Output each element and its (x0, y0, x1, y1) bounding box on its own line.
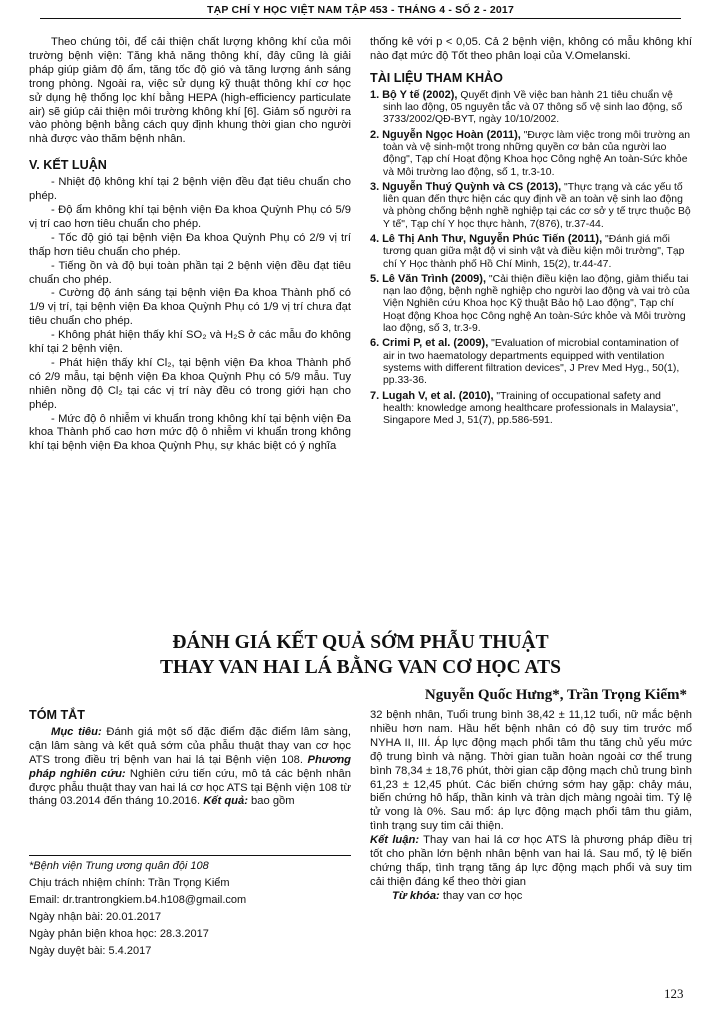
abstract-right (370, 709, 692, 904)
reference-item: 7. Lugah V, et al. (2010), "Training of occupational safety and health: knowledge among healthcare professionals in Malaysia", Singapore Med J, 51(7), pp.586-591. (370, 389, 679, 427)
email: Email: dr.trantrongkiem.b4.h108@gmail.com (29, 894, 247, 906)
reference-item: 5. Lê Văn Trình (2009), "Cải thiện điều kiện lao động, giảm thiểu tai nạn lao động, bệnh nghề nghiệp cho người lao động và vai trò của Viện Nghiên cứu Khoa học Kỹ thuật Bảo hộ Lao động", Tạp chí Hoạt động Khoa học Công nghệ An toàn-Sức khỏe và Môi trường lao động, số 3, tr.3-9. (370, 272, 690, 335)
article-title-line: THAY VAN HAI LÁ BẰNG VAN CƠ HỌC ATS (160, 657, 561, 678)
page-number: 123 (664, 986, 684, 1001)
conclusion-item: - Phát hiện thấy khí Cl₂, tại bệnh viện Đa khoa Thành phố có 2/9 mẫu, tại bệnh viện Đa khoa Quỳnh Phụ có 5/9 mẫu. Tuy nhiên nồng độ Cl₂ tại các vị trí này đều có trong giới hạn cho phép. (29, 356, 351, 411)
article-title (40, 630, 681, 680)
right-column-top (370, 36, 692, 429)
abstract-conclusion: Kết luận: Thay van hai lá cơ học ATS là phương pháp điều trị tốt cho phần lớn bệnh nhân bệnh van hai lá. Sau mổ, tỷ lệ biến chứng thấp, tình trạng tăng áp lực động mạch phổi và suy tim cải thiện đáng kể theo thời gian (370, 834, 692, 888)
reference-item: 2. Nguyễn Ngọc Hoàn (2011), "Được làm việc trong môi trường an toàn và vệ sinh-một trong những quyền cơ bản của người lao động", Tạp chí Hoạt động Khoa học Công nghệ An toàn-Sức khỏe và Môi trường lao động, số 1, tr.3-10. (370, 128, 691, 178)
conclusion-item: - Không phát hiện thấy khí SO₂ và H₂S ở các mẫu đo không khí tại 2 bệnh viện. (29, 329, 351, 356)
conclusion-item: - Tốc độ gió tại bệnh viện Đa khoa Quỳnh Phụ có 2/9 vị trí thấp hơn tiêu chuẩn cho phép. (29, 231, 351, 258)
reference-item: 6. Crimi P, et al. (2009), "Evaluation of microbial contamination of air in two haematology departments equipped with ventilation systems with different filtration devices", J Prev Med Hyg., 50(1), pp.33-36. (370, 337, 680, 387)
author-footnote (29, 855, 351, 960)
article-authors: Nguyễn Quốc Hưng*, Trần Trọng Kiểm* (424, 687, 687, 703)
received-date: Ngày nhận bài: 20.01.2017 (29, 911, 162, 923)
approval-date: Ngày duyệt bài: 5.4.2017 (29, 945, 152, 957)
conclusion-item: - Độ ẩm không khí tại bệnh viện Đa khoa Quỳnh Phụ có 5/9 vị trí cao hơn tiêu chuẩn cho phép. (29, 203, 351, 230)
left-column-top (29, 36, 351, 454)
abstract-paragraph: Mục tiêu: Đánh giá một số đặc điểm đặc điểm lâm sàng, cận lâm sàng và kết quả sớm của phẫu thuật thay van cơ học ATS trong điều trị bệnh van hai lá tại Bệnh viện 108. Phương pháp nghiên cứu: Nghiên cứu tiến cứu, mô tả các bệnh nhân được phẫu thuật thay van hai lá cơ học ATS tại Bệnh viện 108 từ tháng 03.2014 đến tháng 10.2016. Kết quả: bao gồm (29, 725, 352, 808)
affiliation: *Bệnh viện Trung ương quân đội 108 (29, 860, 209, 872)
discussion-paragraph: Theo chúng tôi, để cải thiện chất lượng không khí của môi trường bệnh viện: Tăng khả năng thông khí, đây cũng là giải pháp giúp giảm độ ẩm, tăng tốc độ gió và tăng lượng ánh sáng trong phòng. Ngoài ra, việc sử dụng kỹ thuật thông khí cơ học sử dụng hệ thống lọc khí bằng HEPA (high-efficiency particulate air) sẽ giúp cải thiện môi trường không khí [6]. Giảm số người ra vào phòng bệnh bằng cách quy định khung thời gian cho người nhà được vào thăm bệnh nhân. (29, 36, 351, 146)
conclusion-continuation: thống kê với p < 0,05. Cả 2 bệnh viện, không có mẫu không khí nào đạt mức độ Tốt theo phân loại của V.Omelanski. (370, 36, 692, 62)
reference-item: 1. Bộ Y tế (2002), Quyết định Về việc ban hành 21 tiêu chuẩn vệ sinh lao động, 05 nguyên tắc và 07 thông số vệ sinh lao động, số 3733/2002/QĐ-BYT, ngày 10/10/2002. (370, 88, 683, 126)
reference-item: 4. Lê Thị Anh Thư, Nguyễn Phúc Tiến (2011), "Đánh giá mối tương quan giữa mật độ vi sinh vật và điều kiện môi trường", Tạp chí Y Học thành phố Hồ Chí Minh, 15(2), tr.44-47. (370, 232, 685, 270)
header-rule (40, 18, 681, 19)
abstract-keywords: Từ khóa: thay van cơ học (392, 889, 523, 902)
conclusion-item: - Cường độ ánh sáng tại bệnh viện Đa khoa Thành phố có 1/9 vị trí, tại bệnh viện Đa khoa Quỳnh Phụ có 1/9 vị trí chưa đạt tiêu chuẩn cho phép. (29, 287, 351, 328)
abstract-left (29, 709, 351, 809)
conclusion-heading: V. KẾT LUẬN (29, 158, 107, 173)
journal-header: TẠP CHÍ Y HỌC VIỆT NAM TẬP 453 - THÁNG 4 - SỐ 2 - 2017 (206, 4, 514, 16)
abstract-results: 32 bệnh nhân, Tuổi trung bình 38,42 ± 11,12 tuổi, nữ mắc bệnh nhiều hơn nam. Hầu hết bệnh nhân có độ suy tim trước mổ NYHA II, III. Áp lực động mạch phổi tâm thu tăng chủ yếu mức độ trung bình và nặng. Thời gian tuần hoàn ngoài cơ thể trung bình 78,34 ± 18,76 phút, thời gian cặp động mạch chủ trung bình 61,23 ± 12,45 phút. Các biến chứng sớm hay gặp: chảy máu, biến chứng hô hấp, thần kinh và tràn dịch màng ngoài tim. Tỷ lệ tử vong là 0%. Sau mổ: áp lực động mạch phổi tâm thu giảm, tình trạng suy tim cải thiện. (370, 709, 692, 833)
conclusion-item: - Tiếng ồn và độ bụi toàn phần tại 2 bệnh viện đều đạt tiêu chuẩn cho phép. (29, 259, 351, 286)
review-date: Ngày phản biện khoa học: 28.3.2017 (29, 928, 209, 940)
abstract-heading: TÓM TẮT (29, 708, 85, 722)
responsible-author: Chịu trách nhiệm chính: Trần Trọng Kiểm (29, 877, 230, 889)
footnote-rule (29, 855, 351, 856)
conclusion-item: - Nhiệt độ không khí tại 2 bệnh viện đều đạt tiêu chuẩn cho phép. (29, 176, 351, 203)
references-heading: TÀI LIỆU THAM KHẢO (370, 70, 503, 85)
article-title-line: ĐÁNH GIÁ KẾT QUẢ SỚM PHẪU THUẬT (172, 632, 549, 653)
conclusion-item: - Mức độ ô nhiễm vi khuẩn trong không khí tại bệnh viện Đa khoa Thành phố cao hơn mức độ ô nhiễm vi khuẩn trong không khí tại bệnh viện Đa khoa Quỳnh Phụ, sự khác biệt có ý nghĩa (29, 412, 351, 453)
reference-item: 3. Nguyễn Thuý Quỳnh và CS (2013), "Thực trạng và các yếu tố liên quan đến thực hiện các quy định về an toàn vệ sinh lao động và phòng chống bệnh nghề nghiệp tại các cơ sở y tế trực thuộc Bộ Y tế", Tạp chí Y học thực hành, 7(876), tr.37-44. (370, 180, 691, 230)
